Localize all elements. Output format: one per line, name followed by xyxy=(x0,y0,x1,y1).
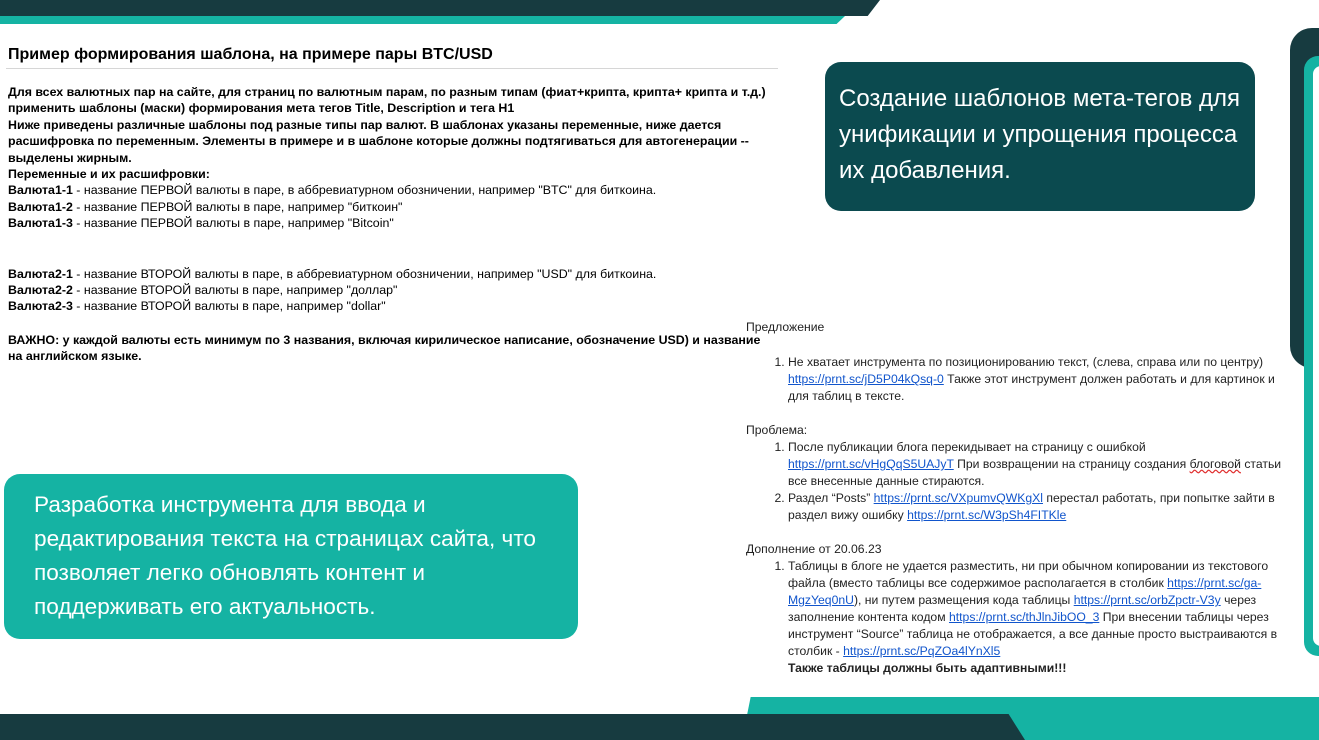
proposal-list xyxy=(746,354,1286,405)
item-text: через заполнение контента кодом xyxy=(788,593,1257,624)
screenshot-link[interactable]: https://prnt.sc/PqZOa4lYnXl5 xyxy=(843,644,1001,658)
var-desc: - название ВТОРОЙ валюты в паре, например "dollar" xyxy=(72,299,386,314)
var-line xyxy=(8,215,778,231)
var-line xyxy=(8,266,778,282)
screenshot-link[interactable]: https://prnt.sc/thJlnJibOO_3 xyxy=(948,610,1100,624)
var-desc: - название ПЕРВОЙ валюты в паре, например "Bitcoin" xyxy=(72,216,394,231)
var-line xyxy=(8,298,778,314)
item-text: Раздел “Posts” xyxy=(788,491,874,505)
problem-heading: Проблема: xyxy=(746,423,808,437)
addition-heading: Дополнение от 20.06.23 xyxy=(746,542,882,556)
doc-body xyxy=(8,84,778,365)
item-text: перестал работать, при попытке зайти в раздел вижу ошибку xyxy=(788,491,1275,522)
doc-important-note: ВАЖНО: у каждой валюты есть минимум по 3 названия, включая кирилическое написание, обозначение USD) и название на английском языке. xyxy=(8,332,761,364)
list-item xyxy=(788,439,1286,490)
doc-title: Пример формирования шаблона, на примере пары BTC/USD xyxy=(8,46,493,63)
item-text: При возвращении на страницу создания xyxy=(953,457,1190,471)
doc-vars-heading: Переменные и их расшифровки: xyxy=(8,167,210,182)
var-name: Валюта1-2 xyxy=(8,199,73,214)
item-text: статьи все внесенные данные стираются. xyxy=(788,457,1282,488)
item-text: ), ни путем размещения кода таблицы xyxy=(853,593,1074,607)
screenshot-link[interactable]: https://prnt.sc/vHgQqS5UAJyT xyxy=(788,457,954,471)
item-text: Таблицы в блоге не удается разместить, ни при обычном копировании из текстового файла (вместо таблицы все содержимое располагается в столбик xyxy=(788,559,1269,590)
var-name: Валюта2-2 xyxy=(8,283,73,298)
list-item xyxy=(788,490,1286,524)
var-desc: - название ПЕРВОЙ валюты в паре, например "биткоин" xyxy=(72,199,403,214)
var-line xyxy=(8,199,778,215)
callout-text-editor: Разработка инструмента для ввода и редактирования текста на страницах сайта, что позволяет легко обновлять контент и поддерживать его актуальность. xyxy=(4,474,578,639)
doc-intro-2: Ниже приведены различные шаблоны под разные типы пар валют. В шаблонах указаны переменные, ниже дается расшифровка по переменным. Элементы в примере и в шаблоне которые должны подтягиваться для автогенерации -- выделены жирным. xyxy=(8,117,749,165)
var-line xyxy=(8,182,778,198)
screenshot-link[interactable]: https://prnt.sc/ga-MgzYeq0nU xyxy=(788,576,1262,607)
var-desc: - название ПЕРВОЙ валюты в паре, в аббревиатурном обозничении, например "BTC" для биткоина. xyxy=(72,183,657,198)
item-text: При внесении таблицы через инструмент “Source” таблица не отображается, а все данные просто выстраиваются в столбик - xyxy=(788,610,1278,658)
adaptive-tables-note: Также таблицы должны быть адаптивными!!! xyxy=(788,661,1067,675)
proposal-heading: Предложение xyxy=(746,320,825,334)
doc-title-divider xyxy=(6,68,778,69)
screenshot-link[interactable]: https://prnt.sc/orbZpctr-V3y xyxy=(1073,593,1221,607)
var-name: Валюта2-3 xyxy=(8,299,73,314)
bottom-dark-band xyxy=(0,714,1025,740)
item-text: Также этот инструмент должен работать и для картинок и для таблиц в тексте. xyxy=(788,372,1275,403)
doc-intro-1: Для всех валютных пар на сайте, для страниц по валютным парам, по разным типам (фиат+крипта, крипта+ крипта и т.д.) применить шаблоны (маски) формирования мета тегов Title, Description и тега H1 xyxy=(8,85,766,116)
var-name: Валюта1-3 xyxy=(8,216,73,231)
screenshot-link[interactable]: https://prnt.sc/VXpumvQWKgXl xyxy=(873,491,1043,505)
screenshot-link[interactable]: https://prnt.sc/jD5P04kQsq-0 xyxy=(788,372,944,386)
problem-list xyxy=(746,439,1286,524)
var-name: Валюта1-1 xyxy=(8,183,73,198)
feedback-doc xyxy=(746,319,1286,677)
callout-meta-templates: Создание шаблонов мета-тегов для унификации и упрощения процесса их добавления. xyxy=(825,62,1255,211)
list-item xyxy=(788,354,1286,405)
var-desc: - название ВТОРОЙ валюты в паре, в аббревиатурном обозничении, например "USD" для биткоина. xyxy=(72,266,657,281)
right-teal-frame-inner xyxy=(1313,66,1319,646)
list-item xyxy=(788,558,1286,677)
var-desc: - название ВТОРОЙ валюты в паре, например "доллар" xyxy=(72,283,398,298)
var-name: Валюта2-1 xyxy=(8,266,73,281)
spellcheck-word: блоговой xyxy=(1189,457,1241,471)
top-dark-band xyxy=(0,0,880,16)
var-line xyxy=(8,282,778,298)
item-text: Не хватает инструмента по позиционированию текст, (слева, справа или по центру) xyxy=(788,355,1264,369)
addition-list xyxy=(746,558,1286,677)
item-text: После публикации блога перекидывает на страницу с ошибкой xyxy=(788,440,1146,454)
screenshot-link[interactable]: https://prnt.sc/W3pSh4FITKle xyxy=(907,508,1067,522)
top-teal-band xyxy=(0,16,845,24)
